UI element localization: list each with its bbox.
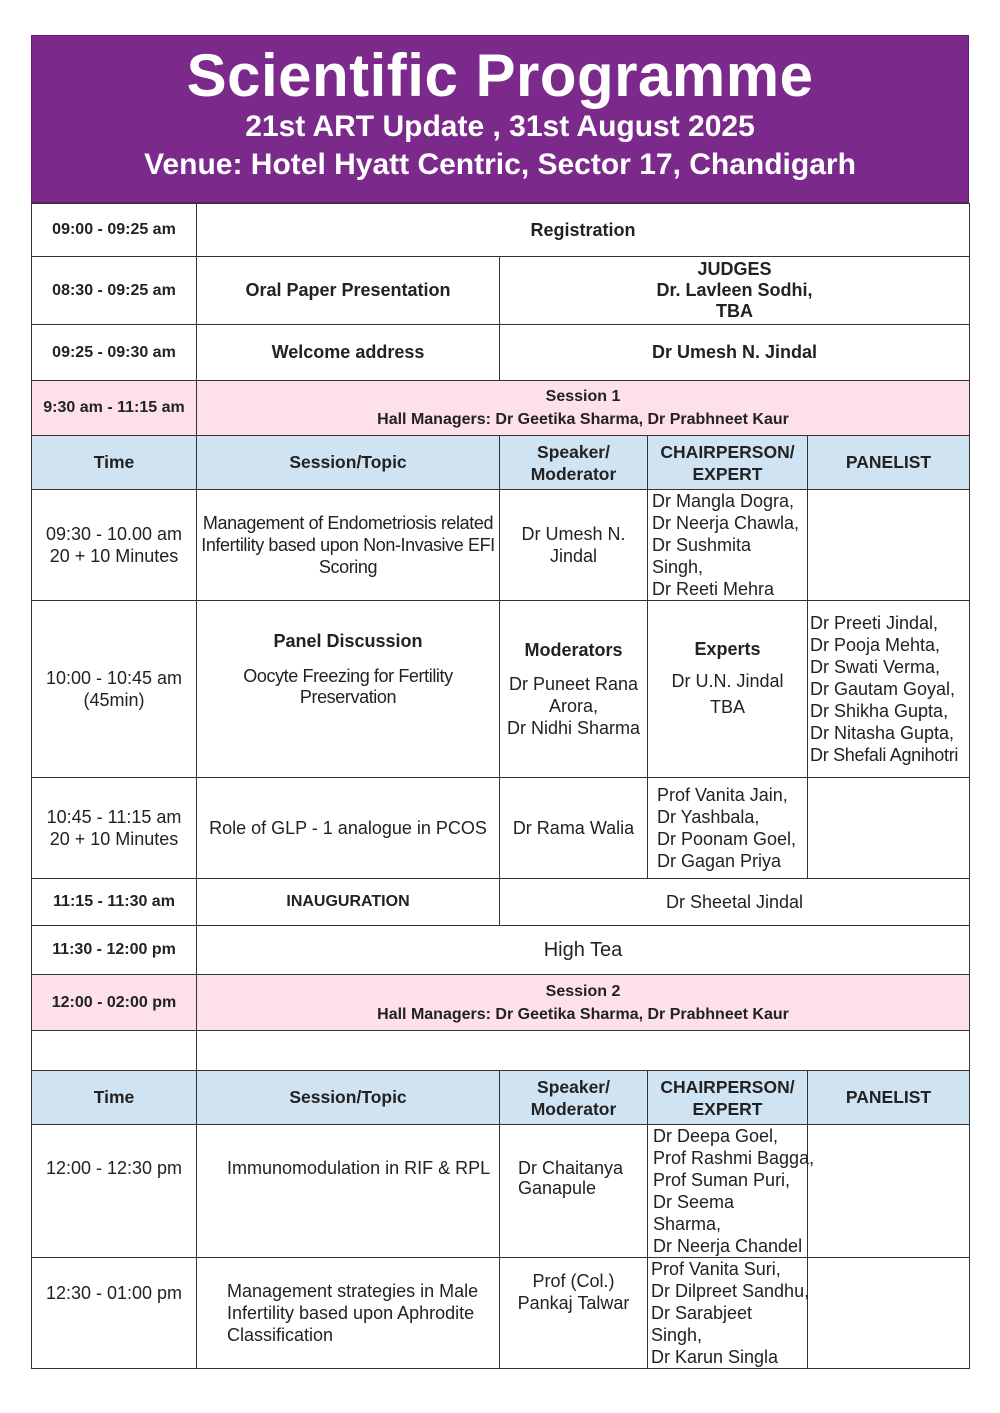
panelist-cell: [808, 1258, 970, 1369]
high-tea-row: [32, 926, 970, 975]
programme-sheet: [31, 35, 969, 1369]
panelist-name: Dr Gautam Goyal,: [810, 679, 956, 699]
time-range: 09:30 - 10.00 am: [45, 524, 183, 544]
oral-paper-label: Oral Paper Presentation: [197, 257, 500, 325]
chairperson-name: Dr Gagan Priya: [657, 851, 782, 871]
column-header-row: [32, 436, 970, 490]
inauguration-label: INAUGURATION: [197, 879, 500, 926]
inauguration-row: [32, 879, 970, 926]
panel-title: Panel Discussion: [273, 630, 423, 651]
chairperson-name: Dr Neerja Chawla,: [652, 513, 800, 533]
time-cell: 12:00 - 12:30 pm: [32, 1125, 197, 1258]
col-header-speaker: [500, 1071, 648, 1125]
panelist-name: Dr Swati Verma,: [810, 657, 941, 677]
header-line: CHAIRPERSON/: [660, 1076, 795, 1097]
topic-line: Management of Endometriosis related: [202, 513, 494, 533]
judge-name: TBA: [716, 301, 753, 321]
panelist-cell: [808, 1125, 970, 1258]
speaker-name: Dr Chaitanya: [518, 1158, 624, 1178]
topic-cell: Immunomodulation in RIF & RPL: [197, 1125, 500, 1258]
chairperson-cell: [648, 1125, 815, 1258]
judge-name: Dr. Lavleen Sodhi,: [656, 280, 813, 300]
chairperson-name: Dr Dilpreet Sandhu,: [651, 1281, 810, 1301]
chairperson-name: Dr Sushmita Singh,: [652, 535, 752, 577]
moderator-name: Arora,: [548, 696, 599, 716]
header-line: Moderator: [530, 463, 617, 484]
time-cell: 11:15 - 11:30 am: [32, 879, 197, 926]
time-cell: 09:25 - 09:30 am: [32, 325, 197, 381]
header-line: CHAIRPERSON/: [660, 441, 795, 462]
panelist-name: Dr Shefali Agnihotri: [810, 745, 959, 765]
speaker-cell: [500, 490, 648, 601]
welcome-row: [32, 325, 970, 381]
time-range: 10:45 - 11:15 am: [46, 807, 182, 827]
session-2-banner: [32, 975, 970, 1031]
chairperson-name: Dr Karun Singla: [651, 1347, 779, 1367]
header-line: Moderator: [530, 1098, 617, 1119]
empty-cell: [197, 1031, 970, 1071]
topic-line: Classification: [227, 1325, 334, 1345]
moderators-title: Moderators: [524, 640, 623, 660]
speaker-name: Prof (Col.): [532, 1271, 615, 1291]
time-cell: 09:00 - 09:25 am: [32, 204, 197, 257]
topic-cell: [197, 490, 500, 601]
time-cell: [32, 601, 197, 778]
moderator-name: Dr Puneet Rana: [508, 674, 639, 694]
chairperson-cell: [648, 778, 808, 879]
header-line: Speaker/: [537, 1076, 610, 1097]
speaker-cell: [500, 1258, 648, 1369]
time-cell: 12:30 - 01:00 pm: [32, 1258, 197, 1369]
talk-row-endometriosis: [32, 490, 970, 601]
time-cell: 11:30 - 12:00 pm: [32, 926, 197, 975]
time-cell: [32, 778, 197, 879]
hall-managers: Hall Managers: Dr Geetika Sharma, Dr Prabhneet Kaur: [377, 411, 789, 428]
panelist-name: Dr Shikha Gupta,: [810, 701, 949, 721]
speaker-cell: [500, 1125, 648, 1258]
topic-cell: [197, 601, 500, 778]
experts-cell: [648, 601, 808, 778]
speaker-name: Jindal: [549, 546, 598, 566]
header-line: EXPERT: [692, 463, 763, 484]
topic-line: Scoring: [318, 557, 378, 577]
session-1-banner: [32, 381, 970, 436]
hall-managers: Hall Managers: Dr Geetika Sharma, Dr Prabhneet Kaur: [377, 1005, 789, 1023]
chairperson-name: Prof Vanita Suri,: [651, 1259, 781, 1279]
spacer-row: [32, 1031, 970, 1071]
panelist-cell: [808, 601, 970, 778]
col-header-chairperson: [648, 1071, 808, 1125]
speaker-name: Dr Umesh N.: [521, 524, 626, 544]
registration-row: [32, 204, 970, 257]
experts-title: Experts: [694, 639, 761, 659]
moderator-name: Dr Nidhi Sharma: [506, 718, 641, 738]
talk-row-immunomodulation: [32, 1125, 970, 1258]
col-header-panelist: PANELIST: [808, 436, 970, 490]
col-header-panelist: PANELIST: [808, 1071, 970, 1125]
chairperson-name: Prof Rashmi Bagga,: [653, 1148, 815, 1168]
column-header-row: [32, 1071, 970, 1125]
col-header-topic: Session/Topic: [197, 1071, 500, 1125]
judges-cell: [500, 257, 970, 325]
col-header-chairperson: [648, 436, 808, 490]
expert-name: TBA: [709, 697, 745, 717]
schedule-table: [31, 203, 970, 1369]
topic-line: Infertility based upon Aphrodite: [227, 1303, 475, 1323]
chairperson-name: Prof Vanita Jain,: [657, 785, 788, 805]
oral-paper-row: [32, 257, 970, 325]
chairperson-name: Dr Seema Sharma,: [653, 1192, 735, 1234]
topic-cell: [197, 1258, 500, 1369]
inauguration-speaker: Dr Sheetal Jindal: [500, 879, 970, 926]
topic-line: Management strategies in Male: [227, 1281, 479, 1301]
chairperson-name: Dr Sarabjeet Singh,: [651, 1303, 753, 1345]
panelist-cell: [808, 778, 970, 879]
speaker-name: Ganapule: [518, 1178, 597, 1198]
welcome-speaker: Dr Umesh N. Jindal: [500, 325, 970, 381]
duration: (45min): [83, 690, 145, 710]
empty-cell: [32, 1031, 197, 1071]
speaker-name: Pankaj Talwar: [517, 1293, 630, 1313]
expert-name: Dr U.N. Jindal: [671, 671, 784, 691]
judges-title: JUDGES: [697, 259, 772, 279]
programme-header: [31, 35, 969, 203]
page-title: Scientific Programme: [186, 42, 814, 109]
time-cell: 12:00 - 02:00 pm: [32, 975, 197, 1031]
header-line: EXPERT: [692, 1098, 763, 1119]
duration: 20 + 10 Minutes: [49, 829, 179, 849]
high-tea-label: High Tea: [197, 926, 970, 975]
topic-cell: Role of GLP - 1 analogue in PCOS: [197, 778, 500, 879]
chairperson-name: Dr Yashbala,: [657, 807, 760, 827]
time-cell: 08:30 - 09:25 am: [32, 257, 197, 325]
registration-label: Registration: [197, 204, 970, 257]
chairperson-name: Dr Neerja Chandel: [653, 1236, 803, 1256]
moderators-cell: [500, 601, 648, 778]
session-1-info: [197, 381, 970, 436]
col-header-time: Time: [32, 1071, 197, 1125]
speaker-cell: Dr Rama Walia: [500, 778, 648, 879]
panelist-name: Dr Nitasha Gupta,: [810, 723, 955, 743]
chairperson-cell: [648, 1258, 808, 1369]
session-2-info: [197, 975, 970, 1031]
col-header-topic: Session/Topic: [197, 436, 500, 490]
topic-line: Infertility based upon Non-Invasive EFI: [201, 535, 495, 555]
panelist-name: Dr Preeti Jindal,: [810, 613, 939, 633]
duration: 20 + 10 Minutes: [49, 546, 179, 566]
talk-row-panel-discussion: [32, 601, 970, 778]
session-title: Session 2: [545, 982, 621, 1000]
time-cell: [32, 490, 197, 601]
venue-line: Venue: Hotel Hyatt Centric, Sector 17, Chandigarh: [144, 148, 856, 181]
topic-line: Oocyte Freezing for Fertility Preservation: [243, 665, 453, 707]
chairperson-name: Dr Reeti Mehra: [652, 579, 775, 599]
header-line: Speaker/: [537, 441, 610, 462]
chairperson-name: Dr Deepa Goel,: [653, 1126, 779, 1146]
chairperson-name: Dr Poonam Goel,: [657, 829, 797, 849]
col-header-speaker: [500, 436, 648, 490]
panelist-name: Dr Pooja Mehta,: [810, 635, 941, 655]
chairperson-cell: [648, 490, 808, 601]
talk-row-glp1: [32, 778, 970, 879]
welcome-label: Welcome address: [197, 325, 500, 381]
chairperson-name: Dr Mangla Dogra,: [652, 491, 795, 511]
event-subtitle: 21st ART Update , 31st August 2025: [245, 110, 755, 143]
session-title: Session 1: [545, 388, 621, 405]
panelist-cell: [808, 490, 970, 601]
col-header-time: Time: [32, 436, 197, 490]
time-range: 10:00 - 10:45 am: [45, 668, 183, 688]
talk-row-male-infertility: [32, 1258, 970, 1369]
time-cell: 9:30 am - 11:15 am: [32, 381, 197, 436]
chairperson-name: Prof Suman Puri,: [653, 1170, 791, 1190]
